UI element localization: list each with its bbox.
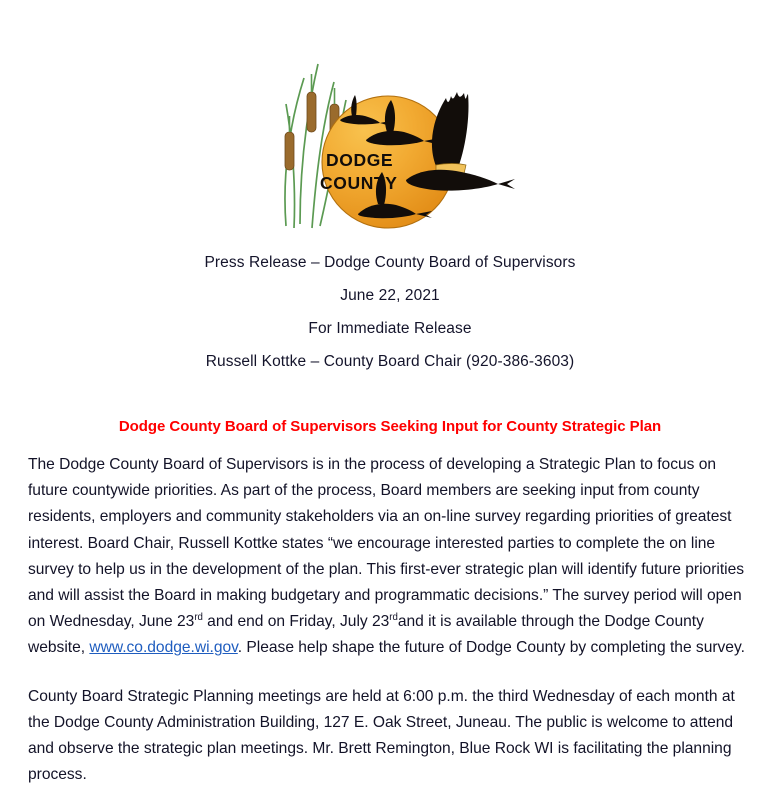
paragraph1-part3: and it is available through the Dodge County website, (28, 613, 704, 657)
paragraph1-part1: The Dodge County Board of Supervisors is in the process of developing a Strategic Plan to focus on future countywide priorities. As part of the process, Board members are seeking input from county residents, employers and community stakeholders via an on-line survey regarding priorities of greatest interest. Board Chair, Russell Kottke states “we encourage interested parties to complete the on line survey to help us in the development of the plan. This first-ever strategic plan will identify future priorities and will assist the Board in making budgetary and programmatic decisions.” The survey period will open on Wednesday, June 23 (28, 456, 745, 631)
paragraph-meeting-details: County Board Strategic Planning meetings are held at 6:00 p.m. the third Wednesday of each month at the Dodge County Administration Building, 127 E. Oak Street, Juneau. The public is welcome to attend and observe the strategic plan meetings. Mr. Brett Remington, Blue Rock WI is facilitating the planning process. (28, 687, 735, 784)
press-release-header (0, 246, 780, 378)
ordinal-june: rd (194, 612, 203, 624)
paragraph1-part4: . Please help shape the future of Dodge County by completing the survey. (237, 639, 745, 657)
body-copy (28, 452, 750, 788)
county-website-link[interactable]: www.co.dodge.wi.gov (89, 639, 238, 657)
header-line-contact: Russell Kottke – County Board Chair (920-386-3603) (205, 353, 575, 370)
dodge-county-logo-icon (260, 34, 520, 239)
paragraph-survey-announcement (28, 452, 750, 662)
headline: Dodge County Board of Supervisors Seeking Input for County Strategic Plan (118, 418, 662, 435)
header-line-release-status: For Immediate Release (308, 320, 472, 337)
logo-text-county: COUNTY (320, 173, 398, 193)
header-line-title: Press Release – Dodge County Board of Supervisors (204, 254, 576, 271)
dodge-county-logo (0, 34, 780, 239)
logo-text-dodge: DODGE (326, 150, 394, 170)
ordinal-july: rd (389, 612, 398, 624)
header-line-date: June 22, 2021 (340, 287, 440, 304)
paragraph1-part2: and end on Friday, July 23 (202, 613, 390, 631)
